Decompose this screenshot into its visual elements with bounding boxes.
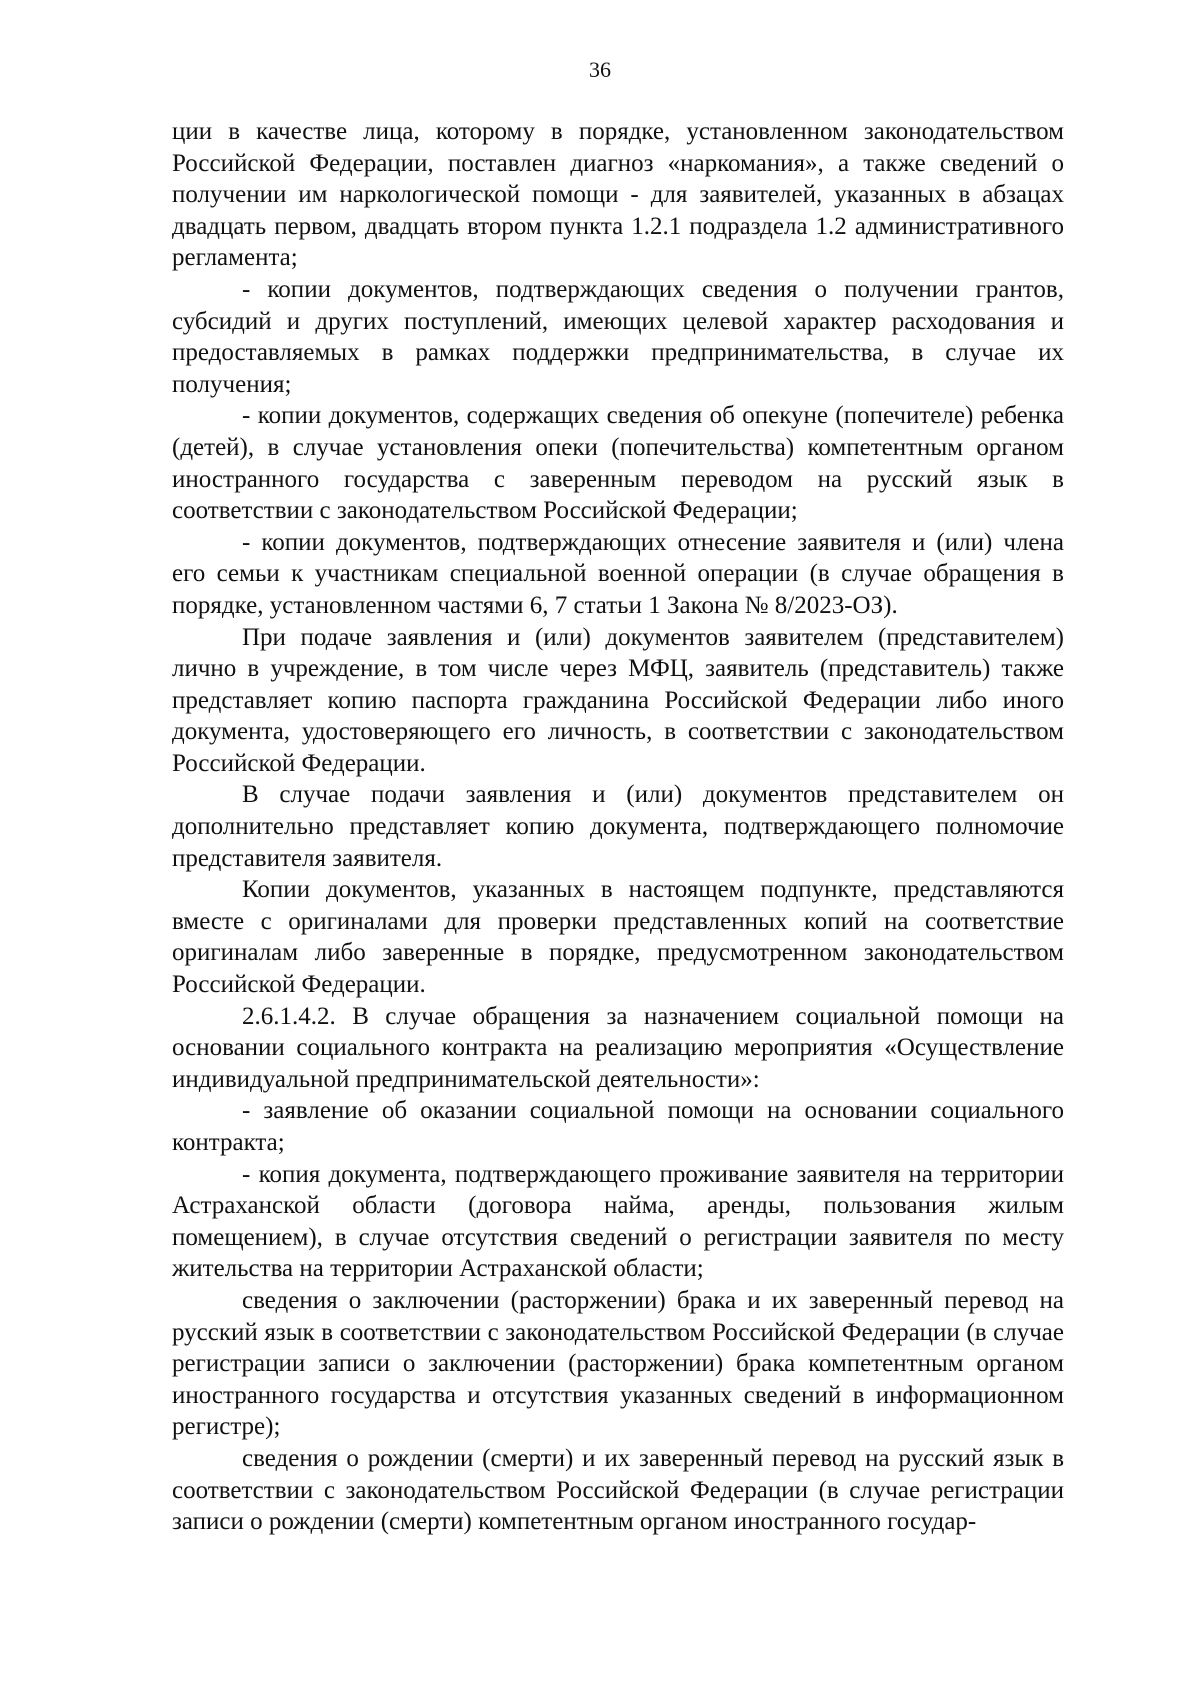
paragraph-7: Копии документов, указанных в настоящем подпункте, представляются вместе с оригиналами для проверки представленных копий на соответствие оригиналам либо заверенные в порядке, предусмотренном законодательством Российской Федерации. [172,876,1064,999]
paragraph-1: ции в качестве лица, которому в порядке, установленном законодательством Российской Федерации, поставлен диагноз «наркомания», а также сведений о получении им наркологической помощи - для заявителей, указанных в абзацах двадцать первом, двадцать втором пункта 1.2.1 подраздела 1.2 административного регламента; [172,118,1064,272]
paragraph-11: сведения о заключении (расторжении) брака и их заверенный перевод на русский язык в соответствии с законодательством Российской Федерации (в случае регистрации записи о заключении (расторжении) брака компетентным органом иностранного государства и отсутствия указанных сведений в информационном регистре); [172,1286,1064,1441]
paragraph-10: - копия документа, подтверждающего проживание заявителя на территории Астраханской области (договора найма, аренды, пользования жилым помещением), в случае отсутствия сведений о регистрации заявителя по месту жительства на территории Астраханской области; [172,1160,1064,1283]
paragraph-12: сведения о рождении (смерти) и их заверенный перевод на русский язык в соответствии с законодательством Российской Федерации (в случае регистрации записи о рождении (смерти) компетентным органом иностранного государ- [172,1444,1064,1536]
paragraph-8: 2.6.1.4.2. В случае обращения за назначением социальной помощи на основании социального контракта на реализацию мероприятия «Осуществление индивидуальной предпринимательской деятельности»: [172,1002,1064,1093]
paragraph-4: - копии документов, подтверждающих отнесение заявителя и (или) члена его семьи к участникам специальной военной операции (в случае обращения в порядке, установленном частями 6, 7 статьи 1 Закона № 8/2023-ОЗ). [172,528,1064,619]
paragraph-5: При подаче заявления и (или) документов заявителем (представителем) лично в учреждение, в том числе через МФЦ, заявитель (представитель) также представляет копию паспорта гражданина Российской Федерации либо иного документа, удостоверяющего его личность, в соответствии с законодательством Российской Федерации. [172,623,1064,777]
page-number: 36 [589,57,611,82]
paragraph-6: В случае подачи заявления и (или) документов представителем он дополнительно представляет копию документа, подтверждающего полномочие представителя заявителя. [172,781,1064,872]
document-body [172,116,1064,1538]
paragraph-3: - копии документов, содержащих сведения об опекуне (попечителе) ребенка (детей), в случае установления опеки (попечительства) компетентным органом иностранного государства с заверенным переводом на русский язык в соответствии с законодательством Российской Федерации; [172,402,1064,525]
paragraph-9: - заявление об оказании социальной помощи на основании социального контракта; [172,1097,1064,1156]
paragraph-2: - копии документов, подтверждающих сведения о получении грантов, субсидий и других поступлений, имеющих целевой характер расходования и предоставляемых в рамках поддержки предпринимательства, в случае их получения; [172,275,1064,398]
